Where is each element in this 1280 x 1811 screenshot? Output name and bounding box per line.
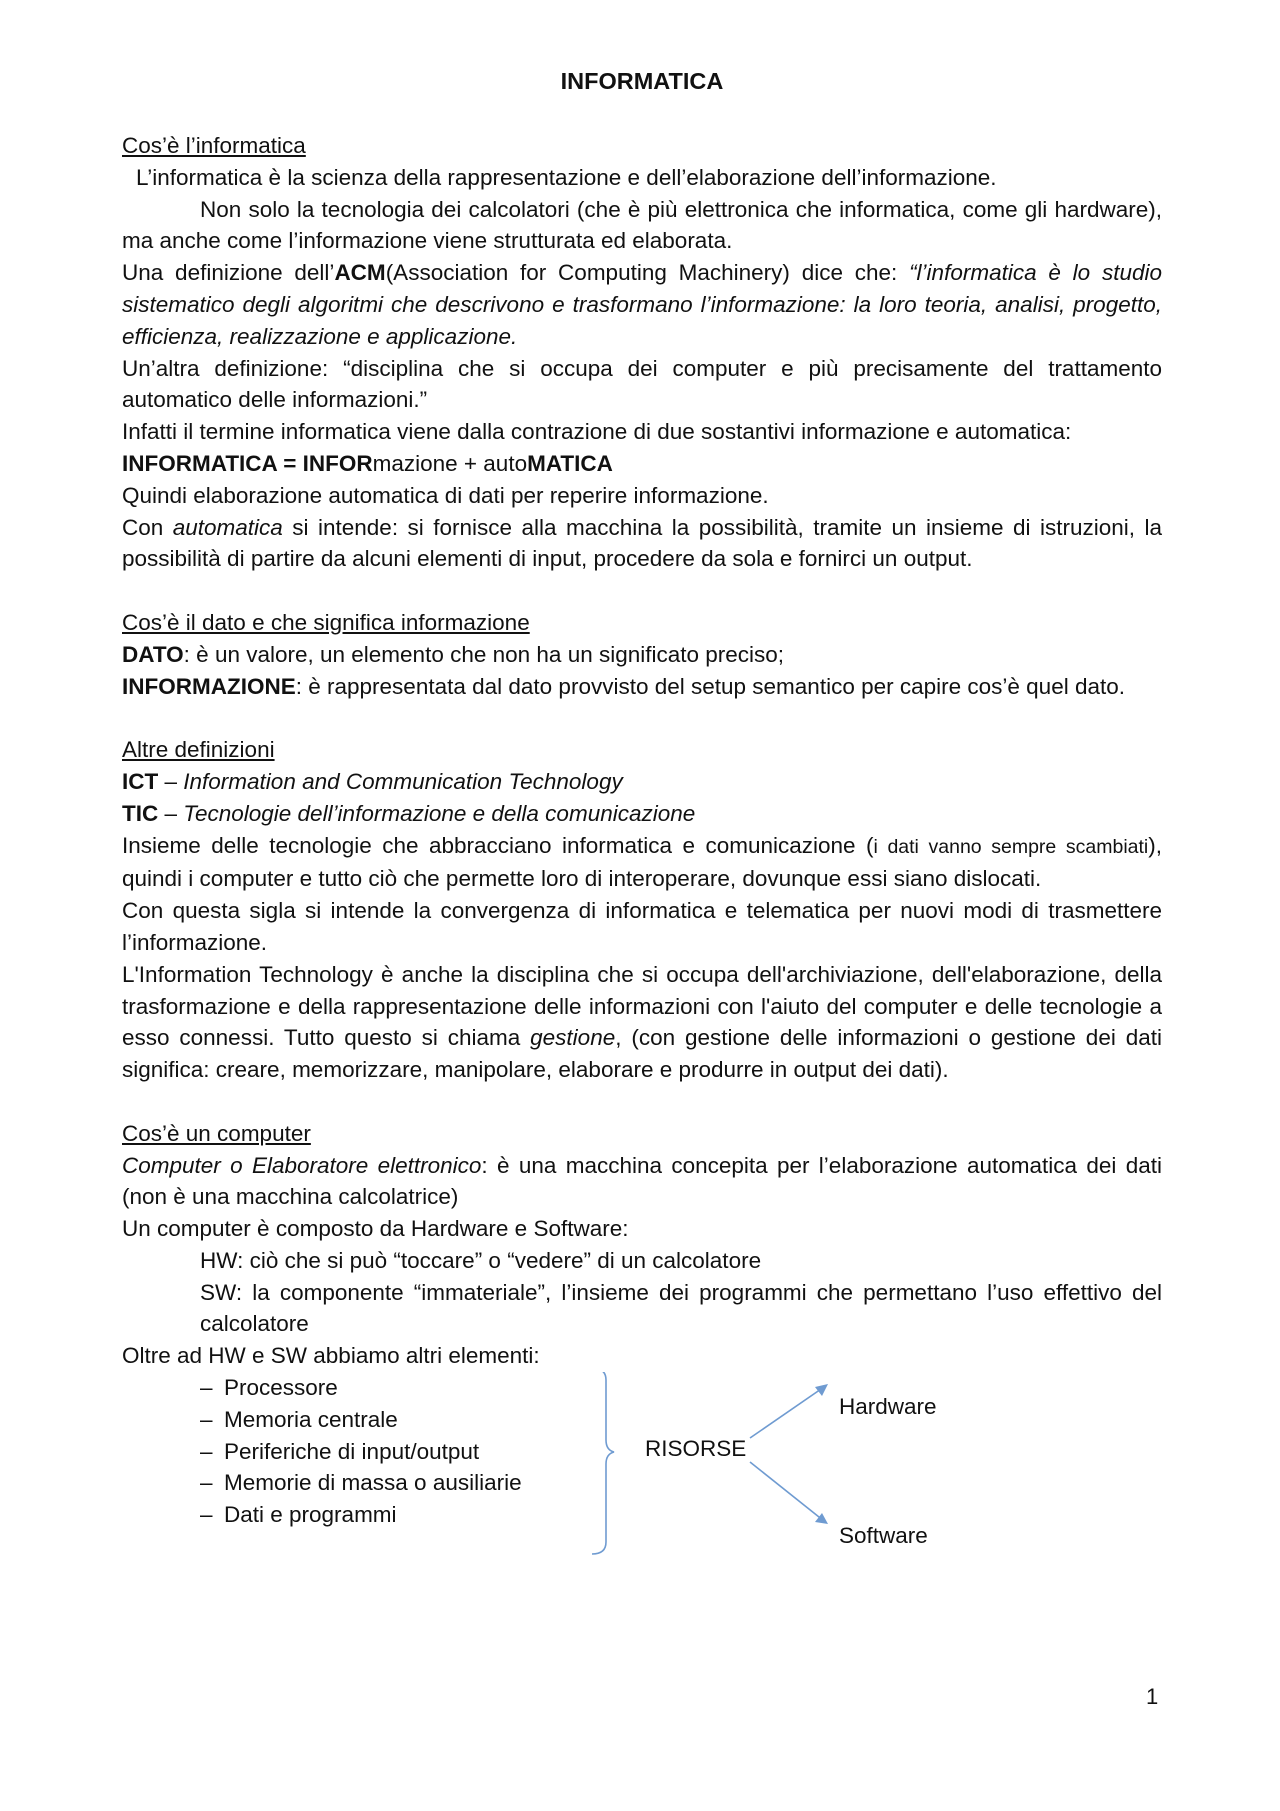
arrow-to-software <box>750 1462 824 1521</box>
dash-marker: – <box>200 1438 213 1464</box>
paragraph: Non solo la tecnologia dei calcolatori (che è più elettronica che informatica, come gli hardware), ma anche come l’informazione viene strutturata ed elaborata. <box>122 196 1162 254</box>
text-run: : è un valore, un elemento che non ha un significato preciso; <box>183 641 785 667</box>
section-heading-altre-definizioni: Altre definizioni <box>122 737 275 763</box>
document-title: INFORMATICA <box>560 68 724 94</box>
text-run: Una definizione dell’ <box>122 260 335 286</box>
text-run: Information and Communication Technology <box>183 768 623 794</box>
spacer <box>122 575 1162 607</box>
hw-definition: HW: ciò che si può “toccare” o “vedere” di un calcolatore <box>200 1247 762 1273</box>
term: INFORMAZIONE <box>122 673 296 699</box>
paragraph: Infatti il termine informatica viene dalla contrazione di due sostantivi informazione e automatica: <box>122 419 1072 445</box>
term: ICT <box>122 768 159 794</box>
text-run: mazione + auto <box>372 450 528 476</box>
list-item-label: Dati e programmi <box>224 1502 397 1528</box>
acm-quote: “l’informatica è lo studio sistematico degli algoritmi che descrivono e trasformano l’informazione: la loro teoria, analisi, progetto, efficienza, realizzazione e applicazione. <box>122 260 1162 349</box>
text-run: : è una macchina concepita per l’elaborazione automatica dei dati (non è una macchina calcolatrice) <box>122 1152 1162 1210</box>
resources-diagram-graphics <box>122 1372 1162 1562</box>
text-run: automatica <box>172 514 283 540</box>
arrowhead-hardware <box>815 1384 828 1396</box>
informatica-formula <box>122 448 1162 480</box>
list-item-label: Processore <box>224 1375 338 1401</box>
dash-marker: – <box>200 1502 213 1528</box>
paragraph <box>122 830 1162 896</box>
text-run: INFORMATICA = INFOR <box>122 450 373 476</box>
section-heading-dato: Cos’è il dato e che significa informazione <box>122 609 530 635</box>
dash-marker: – <box>200 1375 213 1401</box>
section-heading-computer: Cos’è un computer <box>122 1120 311 1146</box>
text-run: ), quindi i computer e tutto ciò che permette loro di interoperare, dovunque essi siano dislocati. <box>122 832 1162 892</box>
software-label: Software <box>839 1523 928 1549</box>
risorse-label: RISORSE <box>645 1436 747 1462</box>
list-item-label: Memoria centrale <box>224 1406 398 1432</box>
text-run: , (con gestione delle informazioni o gestione dei dati significa: creare, memorizzare, manipolare, elaborare e produrre in output dei dati). <box>122 1025 1162 1083</box>
paragraph-automatica <box>122 512 1162 576</box>
text-run: – <box>158 800 184 826</box>
definition-tic <box>122 798 1162 830</box>
paragraph: Un’altra definizione: “disciplina che si occupa dei computer e più precisamente del trattamento automatico delle informazioni.” <box>122 355 1162 413</box>
term: TIC <box>122 800 159 826</box>
spacer <box>122 702 1162 734</box>
acm-acronym: ACM <box>334 260 386 286</box>
dash-marker: – <box>200 1470 213 1496</box>
text-run: gestione <box>530 1025 616 1051</box>
text-run: si intende: si fornisce alla macchina la possibilità, tramite un insieme di istruzioni, la possibilità di partire da alcuni elementi di input, procedere da sola e fornirci un output. <box>122 514 1162 572</box>
paragraph <box>122 959 1162 1086</box>
section-heading-informatica: Cos’è l’informatica <box>122 133 306 158</box>
text-run: (Association for Computing Machinery) dice che: <box>385 260 910 286</box>
text-run: Computer o Elaboratore elettronico <box>122 1152 482 1178</box>
brace-shape <box>592 1372 614 1554</box>
paragraph: Con questa sigla si intende la convergenza di informatica e telematica per nuovi modi di trasmettere l’informazione. <box>122 898 1162 955</box>
spacer <box>122 1086 1162 1118</box>
text-run: – <box>158 768 184 794</box>
paragraph <box>122 1150 1162 1214</box>
list-item-label: Memorie di massa o ausiliarie <box>224 1470 522 1496</box>
definition-informazione <box>122 671 1162 703</box>
page-number: 1 <box>1146 1684 1159 1709</box>
paragraph: Quindi elaborazione automatica di dati per reperire informazione. <box>122 482 769 508</box>
dash-marker: – <box>200 1406 213 1432</box>
text-run: L'Information Technology è anche la disciplina che si occupa dell'archiviazione, dell'elaborazione, della trasformazione e della rappresentazione delle informazioni con l'aiuto del computer e delle tecnologie a esso connessi. Tutto questo si chiama <box>122 961 1162 1051</box>
arrow-to-hardware <box>750 1387 824 1438</box>
list-item-label: Periferiche di input/output <box>224 1438 480 1464</box>
text-run: Insieme delle tecnologie che abbracciano informatica e comunicazione ( <box>122 832 874 858</box>
document-body <box>122 62 1162 1562</box>
paragraph: Oltre ad HW e SW abbiamo altri elementi: <box>122 1343 540 1369</box>
definition-ict <box>122 766 1162 798</box>
text-run: i dati vanno sempre scambiati <box>873 835 1149 858</box>
resources-diagram <box>122 1372 1162 1562</box>
definition-dato <box>122 639 1162 671</box>
paragraph: L’informatica è la scienza della rappresentazione e dell’elaborazione dell’informazione. <box>136 164 997 190</box>
paragraph: Un computer è composto da Hardware e Software: <box>122 1216 629 1242</box>
term: DATO <box>122 641 184 667</box>
text-run: : è rappresentata dal dato provvisto del setup semantico per capire cos’è quel dato. <box>295 673 1125 699</box>
paragraph-acm-definition <box>122 257 1162 352</box>
hardware-label: Hardware <box>839 1394 937 1420</box>
text-run: Tecnologie dell’informazione e della comunicazione <box>183 800 696 826</box>
sw-definition: SW: la componente “immateriale”, l’insieme dei programmi che permettano l’uso effettivo del calcolatore <box>200 1279 1162 1337</box>
text-run: MATICA <box>527 450 613 476</box>
text-run: Con <box>122 514 173 540</box>
